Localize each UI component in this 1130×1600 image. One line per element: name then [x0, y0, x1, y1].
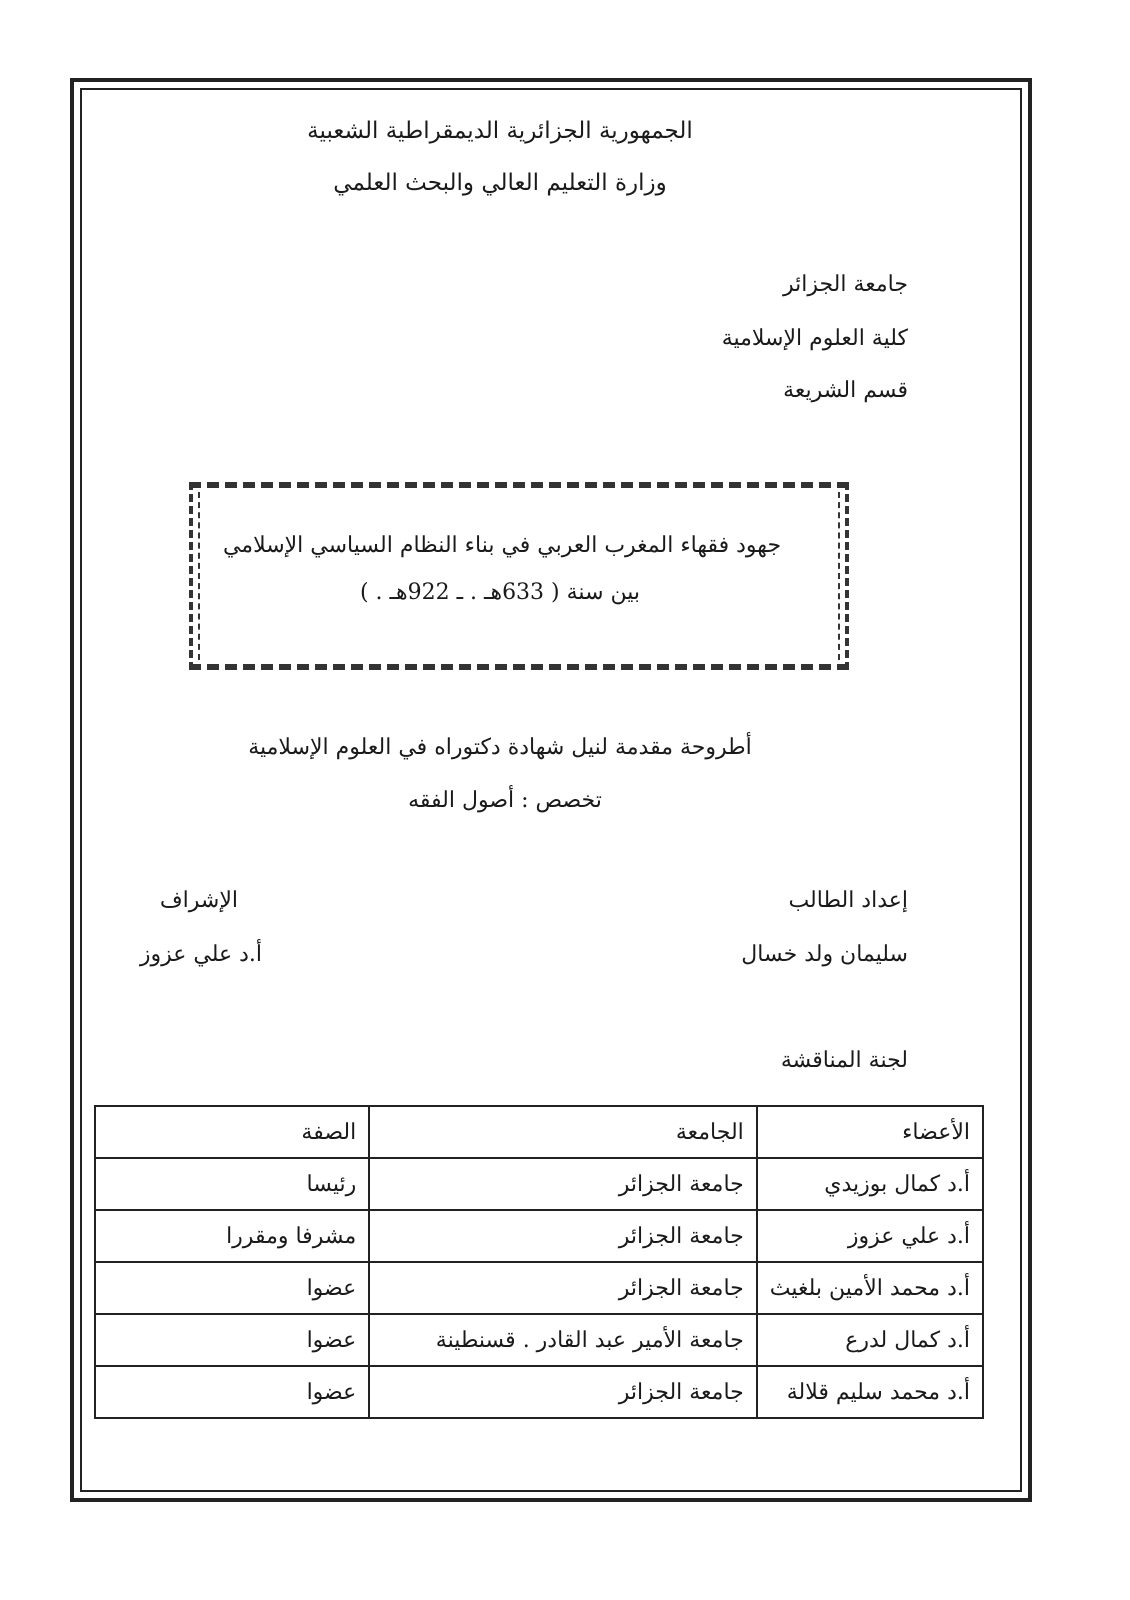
committee-title: لجنة المناقشة — [780, 1048, 908, 1073]
header-role: الصفة — [95, 1106, 369, 1158]
student-label: إعداد الطالب — [788, 888, 908, 913]
thesis-title: جهود فقهاء المغرب العربي في بناء النظام السياسي الإسلامي — [222, 533, 782, 558]
supervisor-name: أ.د علي عزوز — [139, 942, 262, 967]
member-name: أ.د محمد سليم قلالة — [757, 1366, 983, 1418]
member-role: مشرفا ومقررا — [95, 1210, 369, 1262]
member-name: أ.د محمد الأمين بلغيث — [757, 1262, 983, 1314]
member-university: جامعة الجزائر — [369, 1210, 757, 1262]
faculty-name: كلية العلوم الإسلامية — [721, 326, 908, 351]
committee-header-row — [95, 1106, 983, 1158]
member-name: أ.د كمال بوزيدي — [757, 1158, 983, 1210]
member-university: جامعة الجزائر — [369, 1366, 757, 1418]
member-name: أ.د كمال لدرع — [757, 1314, 983, 1366]
member-university: جامعة الأمير عبد القادر . قسنطينة — [369, 1314, 757, 1366]
table-row — [95, 1210, 983, 1262]
header-university: الجامعة — [369, 1106, 757, 1158]
table-row — [95, 1314, 983, 1366]
member-role: عضوا — [95, 1366, 369, 1418]
supervisor-label: الإشراف — [159, 888, 238, 913]
table-row — [95, 1158, 983, 1210]
thesis-specialty: تخصص : أصول الفقه — [408, 788, 602, 813]
thesis-title-box-inner — [198, 492, 840, 660]
header-members: الأعضاء — [757, 1106, 983, 1158]
table-row — [95, 1262, 983, 1314]
department-name: قسم الشريعة — [783, 378, 908, 403]
ministry-heading: وزارة التعليم العالي والبحث العلمي — [333, 170, 667, 196]
member-university: جامعة الجزائر — [369, 1158, 757, 1210]
member-role: عضوا — [95, 1262, 369, 1314]
university-name: جامعة الجزائر — [782, 272, 908, 297]
member-university: جامعة الجزائر — [369, 1262, 757, 1314]
thesis-purpose: أطروحة مقدمة لنيل شهادة دكتوراه في العلوم الإسلامية — [248, 735, 752, 760]
member-role: رئيسا — [95, 1158, 369, 1210]
member-name: أ.د علي عزوز — [757, 1210, 983, 1262]
republic-heading: الجمهورية الجزائرية الديمقراطية الشعبية — [307, 118, 693, 144]
table-row — [95, 1366, 983, 1418]
committee-table — [94, 1105, 984, 1419]
member-role: عضوا — [95, 1314, 369, 1366]
student-name: سليمان ولد خسال — [741, 942, 908, 967]
thesis-period: بين سنة ( 633هـ . ـ 922هـ . ) — [359, 580, 641, 605]
